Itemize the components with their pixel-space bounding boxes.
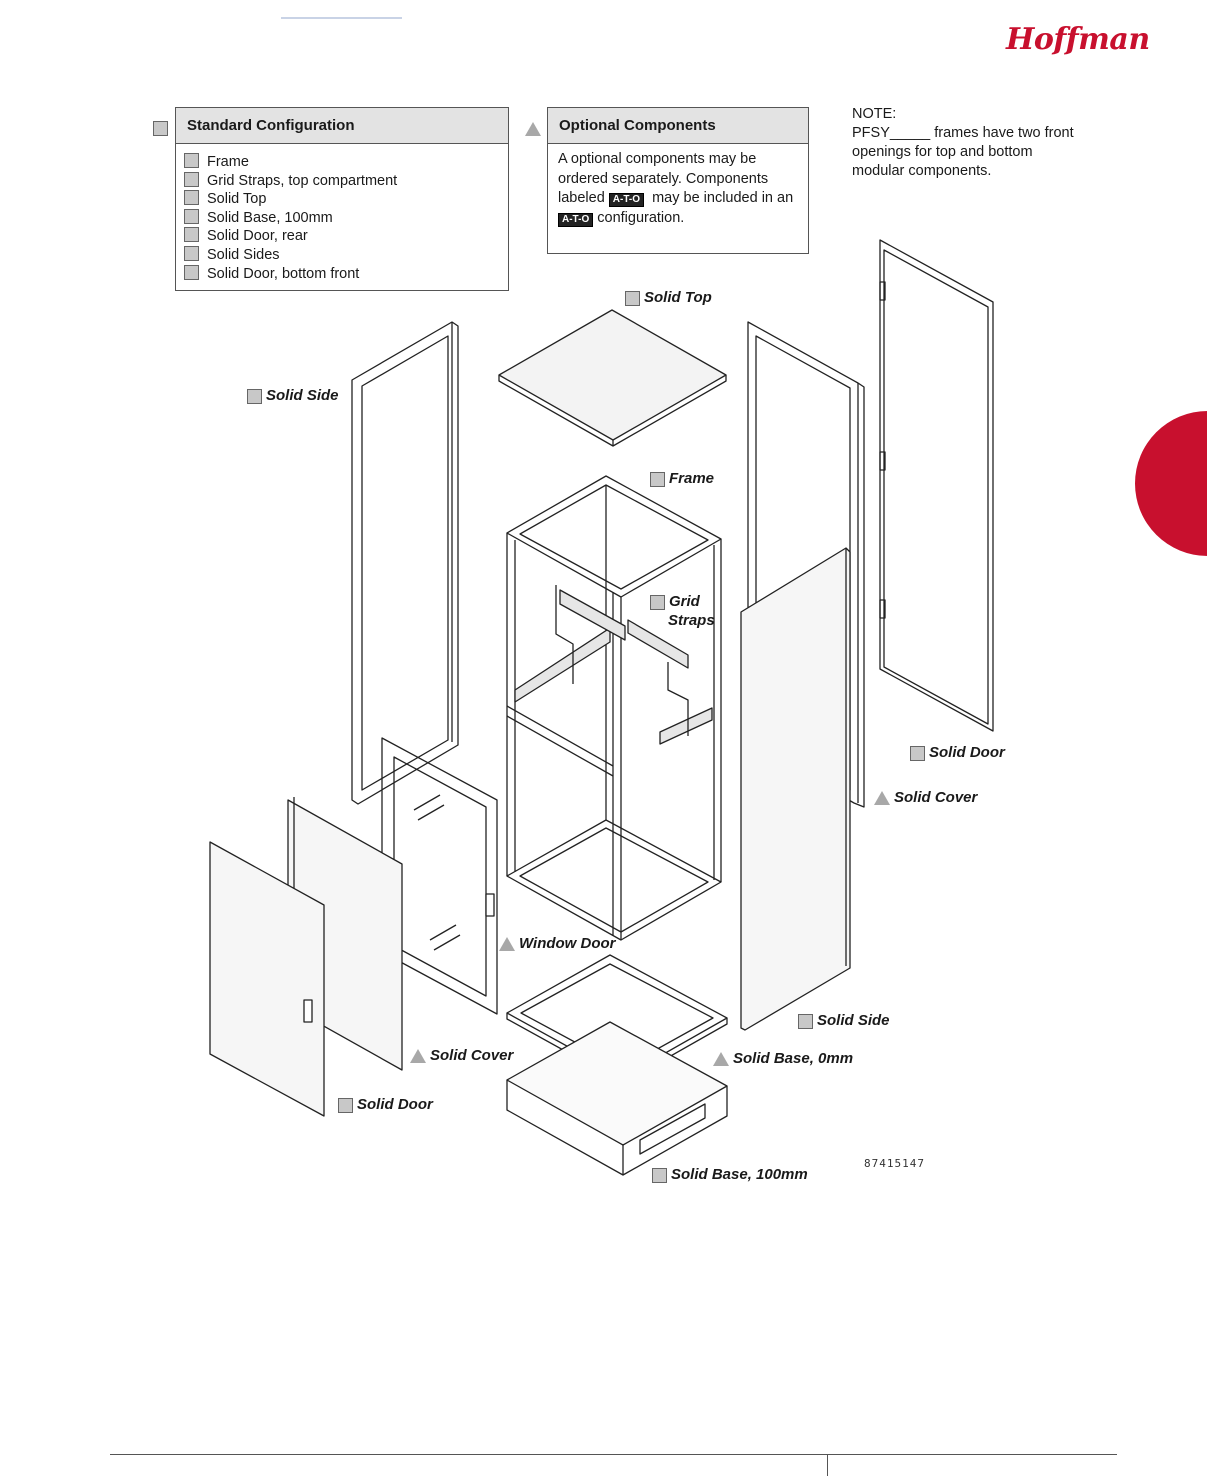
triangle-icon xyxy=(410,1049,426,1063)
right-side-panel xyxy=(741,548,850,1030)
square-icon xyxy=(650,472,665,487)
callout-label: Solid Side xyxy=(817,1012,890,1029)
ato-badge: A-T-O xyxy=(558,213,593,227)
callout-label: Solid Cover xyxy=(894,789,978,806)
list-item-label: Solid Base, 100mm xyxy=(207,209,333,226)
callout-label: Solid Door xyxy=(929,744,1005,761)
list-item-label: Solid Top xyxy=(207,191,267,208)
callout-label: Solid Base, 0mm xyxy=(733,1050,854,1067)
footer-divider xyxy=(827,1454,828,1476)
solid-top-part xyxy=(499,310,726,446)
square-icon xyxy=(625,291,640,306)
callout-label: Window Door xyxy=(519,935,616,952)
square-icon xyxy=(910,746,925,761)
square-icon xyxy=(247,389,262,404)
list-item-label: Solid Door, bottom front xyxy=(207,265,360,282)
callout-label: Frame xyxy=(669,470,715,487)
callout-solid-cover-rear xyxy=(874,789,977,806)
callout-label: Solid Base, 100mm xyxy=(671,1166,808,1183)
hoffman-logo: Hoffman xyxy=(1006,22,1150,57)
triangle-icon xyxy=(874,791,890,805)
callout-solid-side-right xyxy=(798,1012,890,1029)
optional-text-line: ordered separately. Components xyxy=(558,170,769,187)
callout-window-door xyxy=(499,935,616,952)
callout-grid-straps xyxy=(650,592,715,630)
callout-label: Solid Top xyxy=(644,289,712,306)
text-fragment: may be included in an xyxy=(652,190,794,206)
callout-solid-cover-front xyxy=(410,1047,513,1064)
drawing-part-number: 87415147 xyxy=(864,1157,925,1170)
base-100mm-part xyxy=(507,1022,727,1175)
frame-part xyxy=(507,476,721,940)
list-item-label: Solid Door, rear xyxy=(207,228,308,245)
list-item-label: Grid Straps, top compartment xyxy=(207,172,398,189)
square-icon xyxy=(652,1168,667,1183)
left-side-panel xyxy=(352,322,458,804)
text-fragment: labeled xyxy=(558,190,605,206)
note-heading: NOTE: xyxy=(852,106,897,122)
note-line: openings for top and bottom xyxy=(852,144,1033,160)
callout-solid-door-front xyxy=(338,1096,433,1113)
callout-label: Solid Door xyxy=(357,1096,433,1113)
optional-components-title: Optional Components xyxy=(548,108,808,144)
rear-door-panel xyxy=(880,240,993,731)
callout-solid-side-left xyxy=(247,387,339,404)
square-icon xyxy=(338,1098,353,1113)
callout-label: Solid Cover xyxy=(430,1047,514,1064)
callout-frame xyxy=(650,470,714,487)
callout-label: Straps xyxy=(668,612,715,629)
callout-solid-base-0mm xyxy=(713,1050,853,1067)
callout-label: Grid xyxy=(669,593,700,610)
list-item-label: Solid Sides xyxy=(207,246,280,263)
callout-solid-base-100mm xyxy=(652,1166,808,1183)
triangle-icon xyxy=(713,1052,729,1066)
text-fragment: configuration. xyxy=(597,209,685,226)
standard-config-title: Standard Configuration xyxy=(176,108,508,144)
triangle-icon xyxy=(499,937,515,951)
ato-badge: A-T-O xyxy=(609,193,644,207)
optional-text-line: A optional components may be xyxy=(558,151,757,167)
list-item-label: Frame xyxy=(207,154,249,170)
callout-label: Solid Side xyxy=(266,387,339,404)
callout-solid-door-rear xyxy=(910,744,1005,761)
callout-solid-top xyxy=(625,289,712,306)
footer-rule xyxy=(110,1454,1117,1455)
note-line: PFSY_____ frames have two front xyxy=(852,125,1074,141)
square-icon xyxy=(650,595,665,610)
square-icon xyxy=(798,1014,813,1029)
note-line: modular components. xyxy=(852,163,992,179)
